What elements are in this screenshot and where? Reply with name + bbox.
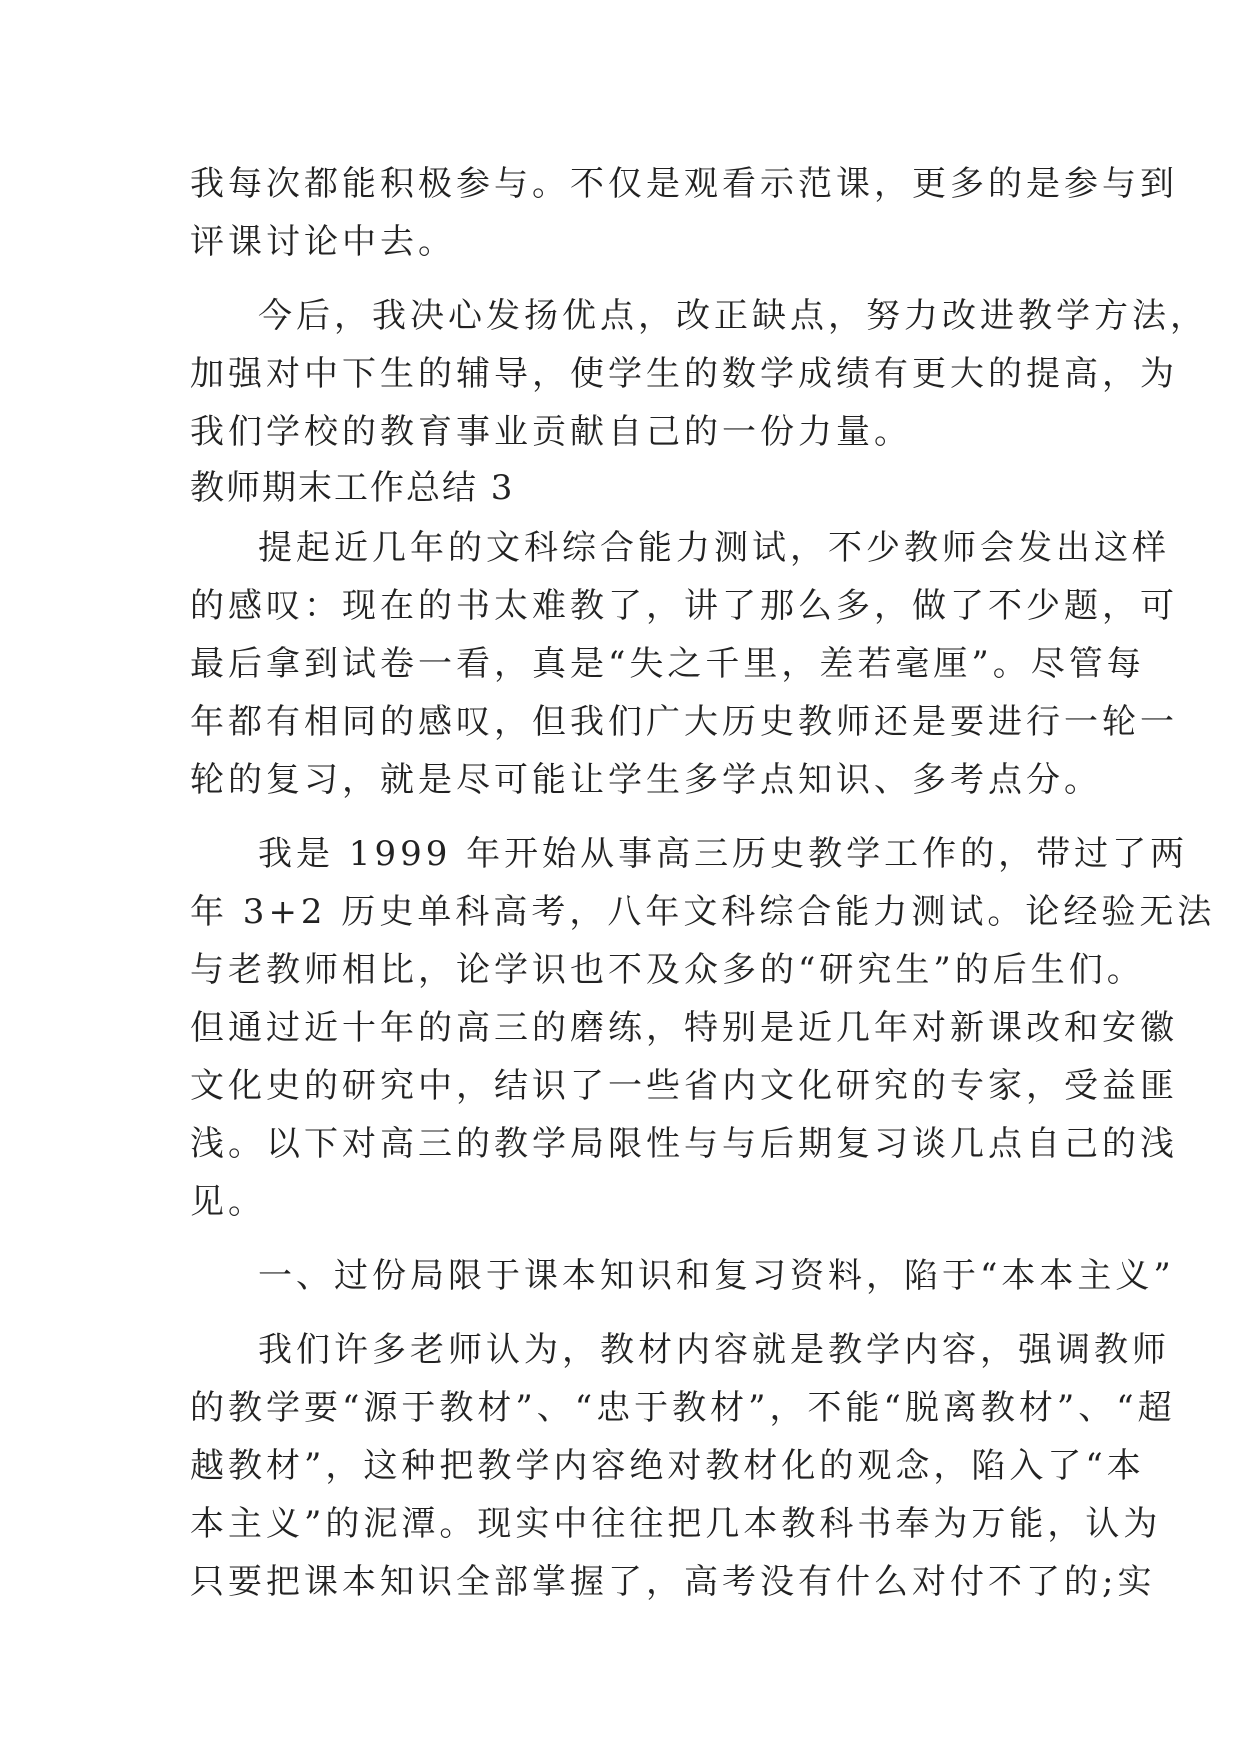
paragraph	[190, 1247, 1175, 1305]
text-line: 年都有相同的感叹，但我们广大历史教师还是要进行一轮一	[190, 702, 1178, 742]
text-line: 加强对中下生的辅导，使学生的数学成绩有更大的提高，为	[190, 354, 1178, 394]
text-line: 本主义”的泥潭。现实中往往把几本教科书奉为万能，认为	[190, 1504, 1162, 1544]
text-line: 的教学要“源于教材”、“忠于教材”，不能“脱离教材”、“超	[190, 1388, 1176, 1428]
text-line: 评课讨论中去。	[190, 222, 456, 262]
text-line: 今后，我决心发扬优点，改正缺点，努力改进教学方法，	[258, 296, 1208, 336]
paragraph	[190, 155, 1178, 271]
text-line: 的感叹：现在的书太难教了，讲了那么多，做了不少题，可	[190, 586, 1178, 626]
text-line: 轮的复习，就是尽可能让学生多学点知识、多考点分。	[190, 760, 1102, 800]
text-line: 与老教师相比，论学识也不及众多的“研究生”的后生们。	[190, 950, 1145, 990]
text-line: 提起近几年的文科综合能力测试，不少教师会发出这样	[258, 528, 1170, 568]
subheading-line: 一、过份局限于课本知识和复习资料，陷于“本本主义”	[258, 1256, 1175, 1296]
paragraph	[190, 287, 1208, 461]
text-line: 越教材”，这种把教学内容绝对教材化的观念，陷入了“本	[190, 1446, 1145, 1486]
text-line: 但通过近十年的高三的磨练，特别是近几年对新课改和安徽	[190, 1008, 1178, 1048]
text-line: 文化史的研究中，结识了一些省内文化研究的专家，受益匪	[190, 1066, 1178, 1106]
paragraph	[190, 519, 1178, 809]
text-line: 最后拿到试卷一看，真是“失之千里，差若毫厘”。尽管每	[190, 644, 1145, 684]
section-heading: 教师期末工作总结 3	[190, 468, 515, 508]
text-line: 只要把课本知识全部掌握了，高考没有什么对付不了的;实	[190, 1562, 1156, 1602]
text-line: 见。	[190, 1182, 266, 1222]
paragraph	[190, 825, 1216, 1231]
text-line: 我是 1999 年开始从事高三历史教学工作的，带过了两	[258, 834, 1189, 874]
text-line: 我每次都能积极参与。不仅是观看示范课，更多的是参与到	[190, 164, 1178, 204]
text-line: 年 3+2 历史单科高考，八年文科综合能力测试。论经验无法	[190, 892, 1216, 932]
text-line: 我们许多老师认为，教材内容就是教学内容，强调教师	[258, 1330, 1170, 1370]
document-body	[190, 155, 1216, 1611]
text-line: 浅。以下对高三的教学局限性与与后期复习谈几点自己的浅	[190, 1124, 1178, 1164]
text-line: 我们学校的教育事业贡献自己的一份力量。	[190, 412, 912, 452]
paragraph	[190, 1321, 1176, 1611]
